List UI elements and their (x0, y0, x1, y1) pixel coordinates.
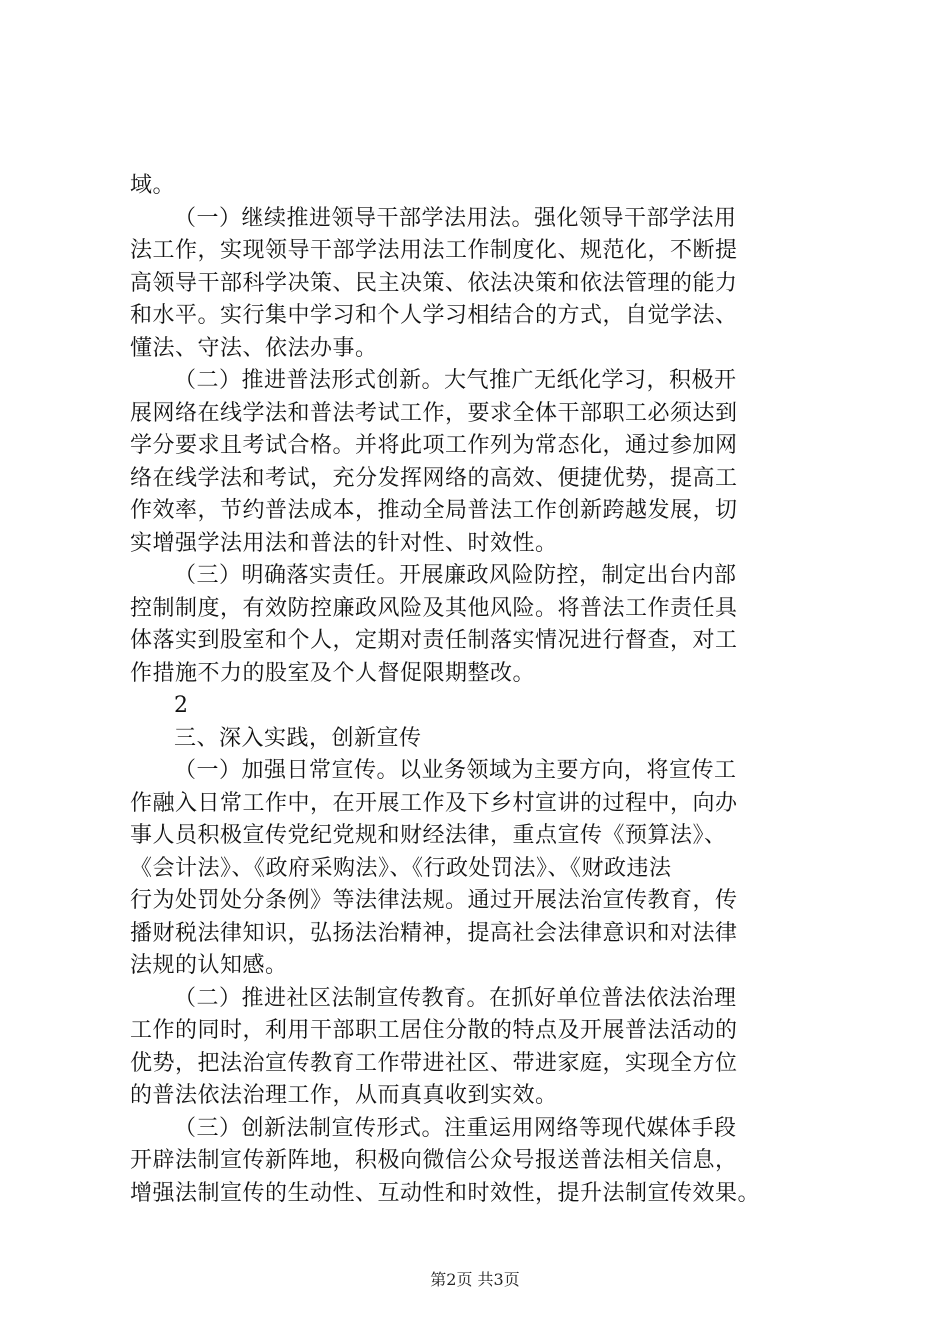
paragraph-heading-line: （三）创新法制宣传形式。注重运用网络等现代媒体手段 (174, 1115, 737, 1141)
document-body (130, 170, 850, 1210)
text-line: 播财税法律知识，弘扬法治精神，提高社会法律意识和对法律 (130, 920, 738, 946)
stray-page-number: 2 (174, 693, 189, 718)
text-line: 事人员积极宣传党纪党规和财经法律，重点宣传《预算法》、 (130, 823, 727, 848)
page-number: 第2页 (430, 1270, 473, 1289)
text-line: 络在线学法和考试，充分发挥网络的高效、便捷优势，提高工 (130, 465, 738, 491)
paragraph-heading-line: （二）推进普法形式创新。大气推广无纸化学习，积极开 (174, 368, 737, 393)
text-line: 域。 (130, 173, 176, 198)
text-line: 优势，把法治宣传教育工作带进社区、带进家庭，实现全方位 (130, 1050, 738, 1076)
section-heading: 三、深入实践，创新宣传 (174, 725, 422, 751)
text-line: 《会计法》、《政府采购法》、《行政处罚法》、《财政违法 (130, 855, 672, 881)
paragraph-heading-line: （二）推进社区法制宣传教育。在抓好单位普法依法治理 (174, 985, 737, 1011)
text-line: 作效率，节约普法成本，推动全局普法工作创新跨越发展，切 (130, 498, 738, 523)
text-line: 实增强学法用法和普法的针对性、时效性。 (130, 530, 558, 556)
text-line: 学分要求且考试合格。并将此项工作列为常态化，通过参加网 (130, 433, 738, 458)
paragraph-heading-line: （一）继续推进领导干部学法用法。强化领导干部学法用 (174, 205, 737, 231)
text-line: 开辟法制宣传新阵地，积极向微信公众号报送普法相关信息， (130, 1148, 738, 1173)
paragraph-heading-line: （一）加强日常宣传。以业务领域为主要方向，将宣传工 (174, 758, 737, 783)
text-line: 作融入日常工作中，在开展工作及下乡村宣讲的过程中，向办 (130, 790, 738, 816)
text-line: 工作的同时，利用干部职工居住分散的特点及开展普法活动的 (130, 1018, 738, 1043)
page-footer (0, 1270, 950, 1290)
text-line: 展网络在线学法和普法考试工作，要求全体干部职工必须达到 (130, 400, 738, 426)
text-line: 控制制度，有效防控廉政风险及其他风险。将普法工作责任具 (130, 595, 738, 621)
text-line: 法工作，实现领导干部学法用法工作制度化、规范化，不断提 (130, 238, 738, 263)
text-line: 增强法制宣传的生动性、互动性和时效性，提升法制宣传效果。 (130, 1180, 761, 1206)
text-line: 体落实到股室和个人，定期对责任制落实情况进行督查，对工 (130, 628, 738, 653)
text-line: 和水平。实行集中学习和个人学习相结合的方式，自觉学法、 (130, 303, 738, 328)
page-total: 共3页 (477, 1270, 520, 1289)
text-line: 高领导干部科学决策、民主决策、依法决策和依法管理的能力 (130, 270, 738, 296)
paragraph-heading-line: （三）明确落实责任。开展廉政风险防控，制定出台内部 (174, 563, 737, 588)
text-line: 作措施不力的股室及个人督促限期整改。 (130, 660, 536, 686)
text-line: 行为处罚处分条例》等法律法规。通过开展法治宣传教育，传 (130, 888, 738, 913)
text-line: 的普法依法治理工作，从而真真收到实效。 (130, 1083, 558, 1108)
text-line: 懂法、守法、依法办事。 (130, 335, 378, 361)
text-line: 法规的认知感。 (130, 953, 288, 978)
